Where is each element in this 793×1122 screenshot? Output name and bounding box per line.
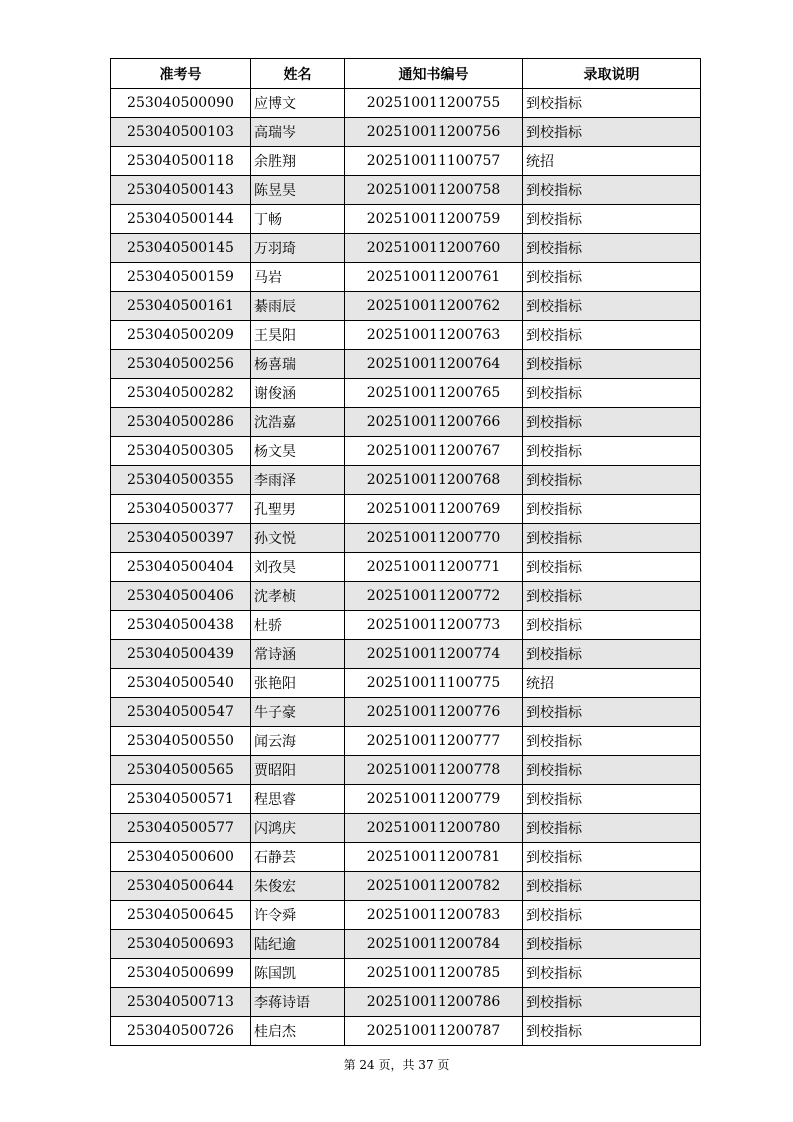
- notice-number-cell: 202510011200768: [345, 466, 523, 495]
- notice-number-cell: 202510011200764: [345, 350, 523, 379]
- admission-note-cell: 到校指标: [523, 930, 701, 959]
- admission-note-cell: 到校指标: [523, 292, 701, 321]
- table-row: [111, 698, 701, 727]
- admission-note-cell: 到校指标: [523, 176, 701, 205]
- admission-note-cell: 统招: [523, 147, 701, 176]
- student-name-cell: 杨文昊: [251, 437, 345, 466]
- student-name-cell: 王昊阳: [251, 321, 345, 350]
- admission-note-cell: 到校指标: [523, 524, 701, 553]
- notice-number-cell: 202510011200776: [345, 698, 523, 727]
- admission-note-cell: 统招: [523, 669, 701, 698]
- table-row: [111, 582, 701, 611]
- exam-number-cell: 253040500282: [111, 379, 251, 408]
- student-name-cell: 杜骄: [251, 611, 345, 640]
- admission-note-cell: 到校指标: [523, 988, 701, 1017]
- admission-note-cell: 到校指标: [523, 611, 701, 640]
- exam-number-cell: 253040500644: [111, 872, 251, 901]
- admission-table: [110, 58, 701, 1046]
- header-notice-number: 通知书编号: [345, 59, 523, 89]
- notice-number-cell: 202510011200765: [345, 379, 523, 408]
- admission-note-cell: 到校指标: [523, 89, 701, 118]
- notice-number-cell: 202510011200761: [345, 263, 523, 292]
- table-row: [111, 524, 701, 553]
- notice-number-cell: 202510011200767: [345, 437, 523, 466]
- student-name-cell: 刘孜昊: [251, 553, 345, 582]
- admission-note-cell: 到校指标: [523, 263, 701, 292]
- student-name-cell: 应博文: [251, 89, 345, 118]
- student-name-cell: 常诗涵: [251, 640, 345, 669]
- header-exam-number: 准考号: [111, 59, 251, 89]
- exam-number-cell: 253040500600: [111, 843, 251, 872]
- table-row: [111, 669, 701, 698]
- admission-note-cell: 到校指标: [523, 756, 701, 785]
- header-name: 姓名: [251, 59, 345, 89]
- exam-number-cell: 253040500565: [111, 756, 251, 785]
- table-row: [111, 727, 701, 756]
- admission-note-cell: 到校指标: [523, 118, 701, 147]
- exam-number-cell: 253040500145: [111, 234, 251, 263]
- student-name-cell: 高瑞岑: [251, 118, 345, 147]
- student-name-cell: 马岩: [251, 263, 345, 292]
- admission-note-cell: 到校指标: [523, 959, 701, 988]
- notice-number-cell: 202510011200755: [345, 89, 523, 118]
- student-name-cell: 孙文悦: [251, 524, 345, 553]
- notice-number-cell: 202510011100757: [345, 147, 523, 176]
- student-name-cell: 沈浩嘉: [251, 408, 345, 437]
- exam-number-cell: 253040500159: [111, 263, 251, 292]
- exam-number-cell: 253040500256: [111, 350, 251, 379]
- table-row: [111, 147, 701, 176]
- student-name-cell: 陈昱昊: [251, 176, 345, 205]
- student-name-cell: 万羽琦: [251, 234, 345, 263]
- table-row: [111, 814, 701, 843]
- notice-number-cell: 202510011200759: [345, 205, 523, 234]
- exam-number-cell: 253040500726: [111, 1017, 251, 1046]
- admission-note-cell: 到校指标: [523, 814, 701, 843]
- admission-note-cell: 到校指标: [523, 785, 701, 814]
- exam-number-cell: 253040500404: [111, 553, 251, 582]
- notice-number-cell: 202510011200787: [345, 1017, 523, 1046]
- notice-number-cell: 202510011200769: [345, 495, 523, 524]
- student-name-cell: 杨喜瑞: [251, 350, 345, 379]
- notice-number-cell: 202510011200762: [345, 292, 523, 321]
- admission-note-cell: 到校指标: [523, 234, 701, 263]
- student-name-cell: 孔聖男: [251, 495, 345, 524]
- table-row: [111, 1017, 701, 1046]
- notice-number-cell: 202510011200763: [345, 321, 523, 350]
- student-name-cell: 李蒋诗语: [251, 988, 345, 1017]
- table-row: [111, 321, 701, 350]
- admission-note-cell: 到校指标: [523, 640, 701, 669]
- student-name-cell: 许令舜: [251, 901, 345, 930]
- exam-number-cell: 253040500577: [111, 814, 251, 843]
- notice-number-cell: 202510011200786: [345, 988, 523, 1017]
- exam-number-cell: 253040500377: [111, 495, 251, 524]
- header-admission-note: 录取说明: [523, 59, 701, 89]
- exam-number-cell: 253040500699: [111, 959, 251, 988]
- table-row: [111, 234, 701, 263]
- table-row: [111, 756, 701, 785]
- table-row: [111, 640, 701, 669]
- exam-number-cell: 253040500693: [111, 930, 251, 959]
- admission-note-cell: 到校指标: [523, 408, 701, 437]
- table-row: [111, 466, 701, 495]
- exam-number-cell: 253040500161: [111, 292, 251, 321]
- exam-number-cell: 253040500143: [111, 176, 251, 205]
- admission-note-cell: 到校指标: [523, 1017, 701, 1046]
- notice-number-cell: 202510011200766: [345, 408, 523, 437]
- notice-number-cell: 202510011200778: [345, 756, 523, 785]
- notice-number-cell: 202510011200780: [345, 814, 523, 843]
- exam-number-cell: 253040500713: [111, 988, 251, 1017]
- table-row: [111, 843, 701, 872]
- notice-number-cell: 202510011200760: [345, 234, 523, 263]
- exam-number-cell: 253040500406: [111, 582, 251, 611]
- admission-note-cell: 到校指标: [523, 698, 701, 727]
- notice-number-cell: 202510011200779: [345, 785, 523, 814]
- student-name-cell: 丁畅: [251, 205, 345, 234]
- student-name-cell: 程思睿: [251, 785, 345, 814]
- admission-note-cell: 到校指标: [523, 379, 701, 408]
- notice-number-cell: 202510011200756: [345, 118, 523, 147]
- admission-note-cell: 到校指标: [523, 843, 701, 872]
- table-row: [111, 437, 701, 466]
- notice-number-cell: 202510011200781: [345, 843, 523, 872]
- table-row: [111, 959, 701, 988]
- header-row: [111, 59, 701, 89]
- table-row: [111, 89, 701, 118]
- notice-number-cell: 202510011200783: [345, 901, 523, 930]
- notice-number-cell: 202510011200777: [345, 727, 523, 756]
- page-footer: 第 24 页，共 37 页: [343, 1058, 450, 1072]
- notice-number-cell: 202510011200772: [345, 582, 523, 611]
- student-name-cell: 贾昭阳: [251, 756, 345, 785]
- student-name-cell: 谢俊涵: [251, 379, 345, 408]
- exam-number-cell: 253040500438: [111, 611, 251, 640]
- student-name-cell: 陈国凯: [251, 959, 345, 988]
- exam-number-cell: 253040500286: [111, 408, 251, 437]
- student-name-cell: 石静芸: [251, 843, 345, 872]
- table-row: [111, 988, 701, 1017]
- exam-number-cell: 253040500439: [111, 640, 251, 669]
- admission-note-cell: 到校指标: [523, 205, 701, 234]
- student-name-cell: 李雨泽: [251, 466, 345, 495]
- student-name-cell: 陆纪逾: [251, 930, 345, 959]
- student-name-cell: 闻云海: [251, 727, 345, 756]
- notice-number-cell: 202510011200770: [345, 524, 523, 553]
- exam-number-cell: 253040500103: [111, 118, 251, 147]
- student-name-cell: 余胜翔: [251, 147, 345, 176]
- student-name-cell: 朱俊宏: [251, 872, 345, 901]
- notice-number-cell: 202510011200773: [345, 611, 523, 640]
- table-row: [111, 176, 701, 205]
- notice-number-cell: 202510011200782: [345, 872, 523, 901]
- student-name-cell: 牛子豪: [251, 698, 345, 727]
- exam-number-cell: 253040500397: [111, 524, 251, 553]
- student-name-cell: 綦雨辰: [251, 292, 345, 321]
- table-row: [111, 785, 701, 814]
- table-row: [111, 205, 701, 234]
- table-row: [111, 553, 701, 582]
- table-row: [111, 408, 701, 437]
- table-row: [111, 379, 701, 408]
- admission-note-cell: 到校指标: [523, 321, 701, 350]
- exam-number-cell: 253040500144: [111, 205, 251, 234]
- admission-note-cell: 到校指标: [523, 437, 701, 466]
- table-row: [111, 872, 701, 901]
- notice-number-cell: 202510011200758: [345, 176, 523, 205]
- admission-note-cell: 到校指标: [523, 495, 701, 524]
- admission-note-cell: 到校指标: [523, 466, 701, 495]
- student-name-cell: 沈孝桢: [251, 582, 345, 611]
- student-name-cell: 桂启杰: [251, 1017, 345, 1046]
- table-row: [111, 292, 701, 321]
- exam-number-cell: 253040500355: [111, 466, 251, 495]
- table-row: [111, 611, 701, 640]
- table-row: [111, 930, 701, 959]
- notice-number-cell: 202510011200771: [345, 553, 523, 582]
- exam-number-cell: 253040500540: [111, 669, 251, 698]
- admission-note-cell: 到校指标: [523, 901, 701, 930]
- exam-number-cell: 253040500090: [111, 89, 251, 118]
- notice-number-cell: 202510011200785: [345, 959, 523, 988]
- notice-number-cell: 202510011200774: [345, 640, 523, 669]
- table-row: [111, 263, 701, 292]
- exam-number-cell: 253040500118: [111, 147, 251, 176]
- exam-number-cell: 253040500547: [111, 698, 251, 727]
- exam-number-cell: 253040500209: [111, 321, 251, 350]
- exam-number-cell: 253040500550: [111, 727, 251, 756]
- table-row: [111, 495, 701, 524]
- notice-number-cell: 202510011100775: [345, 669, 523, 698]
- admission-note-cell: 到校指标: [523, 872, 701, 901]
- admission-note-cell: 到校指标: [523, 582, 701, 611]
- exam-number-cell: 253040500645: [111, 901, 251, 930]
- admission-note-cell: 到校指标: [523, 727, 701, 756]
- exam-number-cell: 253040500305: [111, 437, 251, 466]
- table-row: [111, 118, 701, 147]
- student-name-cell: 张艳阳: [251, 669, 345, 698]
- admission-note-cell: 到校指标: [523, 553, 701, 582]
- student-name-cell: 闪鸿庆: [251, 814, 345, 843]
- table-row: [111, 350, 701, 379]
- admission-note-cell: 到校指标: [523, 350, 701, 379]
- table-row: [111, 901, 701, 930]
- notice-number-cell: 202510011200784: [345, 930, 523, 959]
- exam-number-cell: 253040500571: [111, 785, 251, 814]
